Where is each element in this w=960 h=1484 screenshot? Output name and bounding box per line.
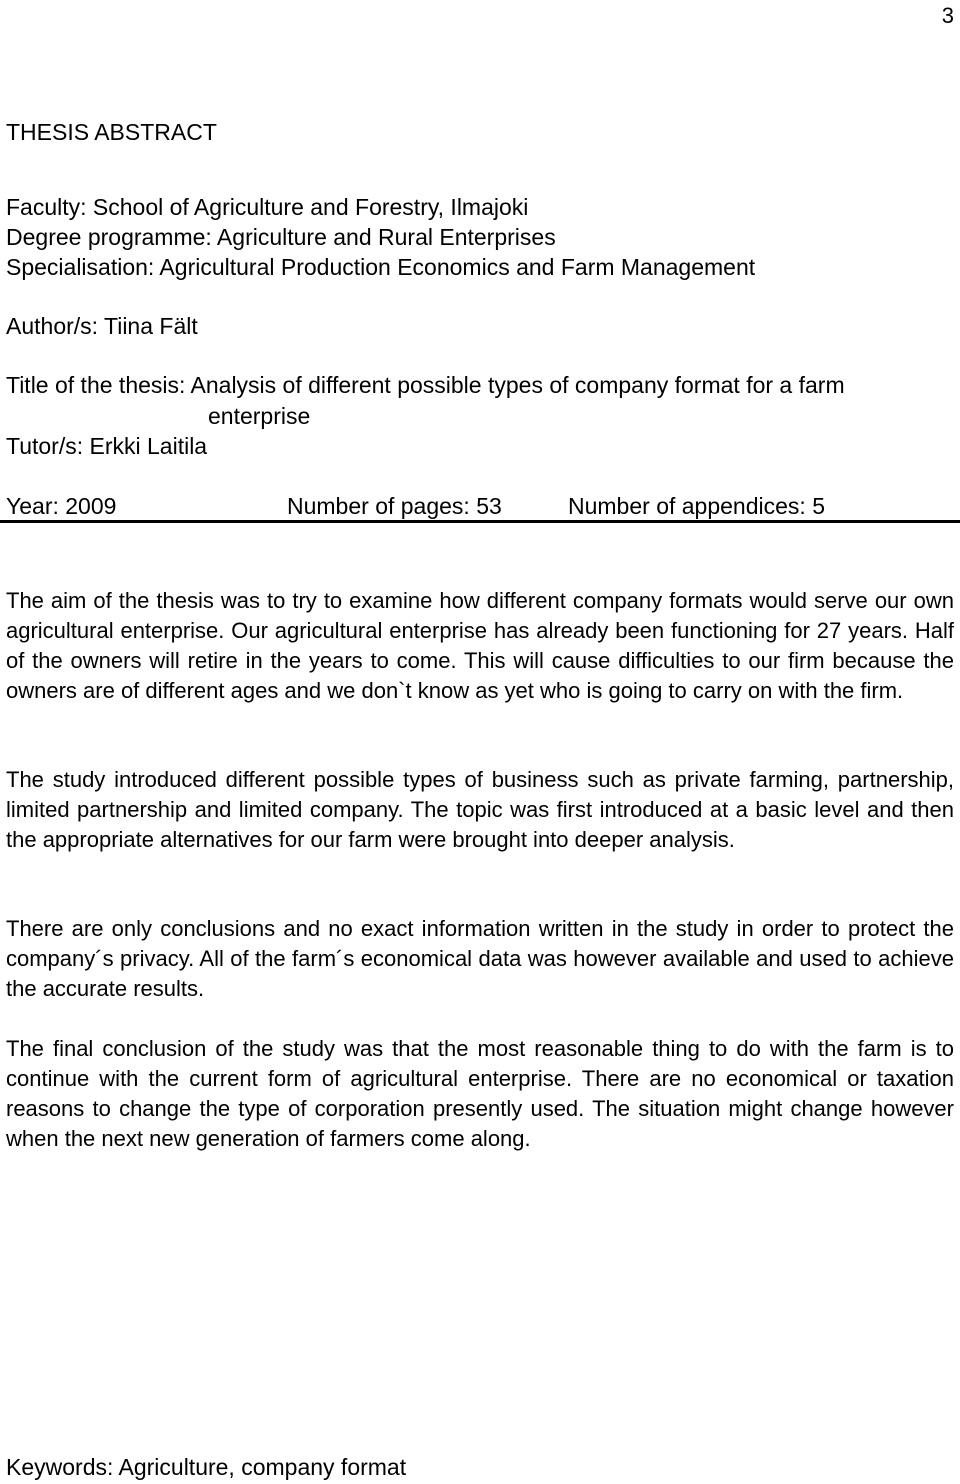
divider-rule	[0, 520, 960, 523]
abstract-paragraph-3: There are only conclusions and no exact information written in the study in order to protect the company´s privacy. All of the farm´s economical data was however available and used to achieve the accurate results.	[6, 916, 954, 1001]
faculty-line: Faculty: School of Agriculture and Forestry, Ilmajoki	[6, 194, 529, 220]
pages-field: Number of pages: 53	[287, 493, 502, 519]
abstract-paragraph-2: The study introduced different possible types of business such as private farming, partnership, limited partnership and limited company. The topic was first introduced at a basic level and then the appropriate alternatives for our farm were brought into deeper analysis.	[6, 767, 954, 852]
thesis-meta-row	[6, 491, 960, 521]
year-field: Year: 2009	[6, 493, 117, 519]
abstract-heading: THESIS ABSTRACT	[6, 119, 217, 145]
keywords-line: Keywords: Agriculture, company format	[6, 1454, 407, 1480]
page-number: 3	[941, 3, 954, 28]
appendices-field: Number of appendices: 5	[568, 493, 825, 519]
specialisation-line: Specialisation: Agricultural Production Economics and Farm Management	[6, 254, 756, 280]
degree-programme-line: Degree programme: Agriculture and Rural Enterprises	[6, 224, 556, 250]
abstract-paragraph-1: The aim of the thesis was to try to examine how different company formats would serve our own agricultural enterprise. Our agricultural enterprise has already been functioning for 27 years. Half of the owners will retire in the years to come. This will cause difficulties to our firm because the owners are of different ages and we don`t know as yet who is going to carry on with the firm.	[6, 588, 954, 703]
author-line: Author/s: Tiina Fält	[6, 313, 198, 339]
abstract-paragraph-4: The final conclusion of the study was that the most reasonable thing to do with the farm is to continue with the current form of agricultural enterprise. There are no economical or taxation reasons to change the type of corporation presently used. The situation might change however when the next new generation of farmers come along.	[6, 1036, 954, 1151]
thesis-title-line-2: enterprise	[208, 403, 311, 429]
thesis-title-line-1: Title of the thesis: Analysis of different possible types of company format for a farm	[6, 372, 845, 398]
tutor-line: Tutor/s: Erkki Laitila	[6, 433, 208, 459]
